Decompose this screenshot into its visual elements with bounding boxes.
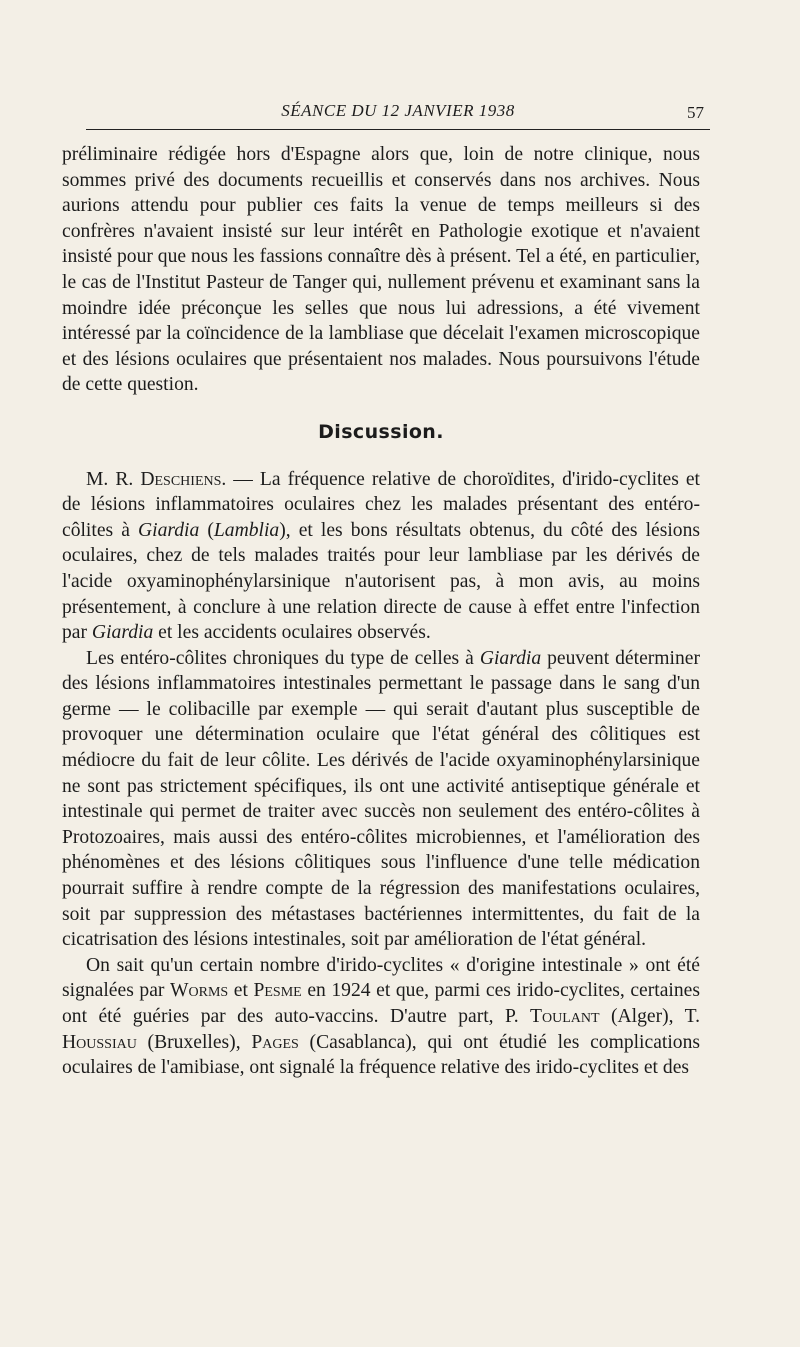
author-name: Toulant: [530, 1006, 600, 1027]
text-run: en 1924 et que, parmi ces irido-cyclites, certaines ont été guéries par des auto-vaccins. D'autre part, P.: [62, 980, 700, 1027]
header-title: [86, 101, 710, 121]
header-title-main: SÉANCE DU: [281, 101, 382, 120]
genus-name: Lamblia: [213, 519, 280, 541]
text-run: (Bruxelles),: [136, 1031, 252, 1053]
header-rule: [86, 129, 710, 130]
author-name: Houssiau: [62, 1031, 137, 1053]
text-run: . — La fréquence relative de choroïdites, d'irido-cyclites et de lésions inflammatoires oculaires chez les malades présentant des entéro-côlites à: [62, 468, 700, 541]
genus-name: Giardia: [91, 622, 154, 644]
paragraph-continuation: préliminaire rédigée hors d'Espagne alors que, loin de notre clinique, nous sommes privé des documents recueillis et conservés dans nos archives. Nous aurions attendu pour publier ces faits la venue de temps meilleurs si des confrères n'avaient insisté sur leur intérêt en Pathologie exotique et n'avaient insisté pour que nous les fassions connaître dès à présent. Tel a été, en particulier, le cas de l'Institut Pasteur de Tanger qui, nullement prévenu et examinant sans la moindre idée préconçue les selles que nous lui adressions, a été vivement intéressé par la coïncidence de la lambliase que décelait l'examen microscopique et des lésions oculaires que présentaient nos malades. Nous poursuivons l'étude de cette question.: [62, 144, 700, 396]
paragraph-entero-colites: [62, 646, 700, 953]
section-heading: Discussion.: [318, 420, 444, 443]
header-title-date: 12 JANVIER 1938: [381, 101, 515, 120]
text-run: et les accidents oculaires observés.: [153, 622, 431, 644]
paragraph-deschiens: [62, 467, 700, 646]
text-run: peuvent déterminer des lésions inflammatoires intestinales permettant le passage dans le sang d'un germe — le colibacille par exemple — qui serait d'autant plus susceptible de provoquer une détermination oculaire que l'état général des côlitiques est médiocre du fait de leur côlite. Les dérivés de l'acide oxyaminophénylarsinique ne sont pas strictement spécifiques, ils ont une activité antiseptique générale et intestinale qui permet de traiter avec succès non seulement des entéro-côlites à Protozoaires, mais aussi des entéro-côlites microbiennes, et l'amélioration des phénomènes et des lésions côlitiques sous l'influence d'une telle médication pourrait suffire à rendre compte de la régression des manifestations oculaires, soit par suppression des métastases bactériennes intermittentes, du fait de la cicatrisation des lésions intestinales, soit par amélioration de l'état général.: [62, 647, 700, 951]
page-number: 57: [687, 103, 704, 122]
genus-name: Giardia: [479, 647, 542, 669]
body-text: [62, 142, 700, 1081]
text-run: On sait qu'un certain nombre d'irido-cyclites « d'origine intestinale » ont été signalées par: [62, 954, 700, 1002]
text-run: Les entéro-côlites chroniques du type de celles à: [86, 647, 480, 669]
text-run: ), et les bons résultats obtenus, du côté des lésions oculaires, chez de tels malades traités pour leur lambliase par les dérivés de l'acide oxyaminophénylarsinique n'autorisent pas, à mon avis, au moins présentement, à conclure à une relation directe de cause à effet entre l'infection par: [62, 519, 701, 644]
genus-name: Giardia: [137, 519, 200, 541]
text-run: et: [228, 980, 254, 1002]
running-header: [86, 97, 710, 125]
text-run: (: [199, 519, 214, 541]
speaker-name: Deschiens: [140, 468, 222, 490]
author-name: Pesme: [253, 980, 302, 1002]
text-run: (Alger), T.: [599, 1006, 700, 1027]
author-name: Worms: [170, 980, 229, 1002]
speaker-prefix: M. R.: [86, 468, 141, 490]
author-name: Pages: [251, 1031, 299, 1053]
text-run: (Casablanca), qui ont étudié les complications oculaires de l'amibiase, ont signalé la fréquence relative des irido-cyclites et des: [62, 1031, 701, 1079]
paragraph-irido-cyclites: [62, 953, 700, 1081]
